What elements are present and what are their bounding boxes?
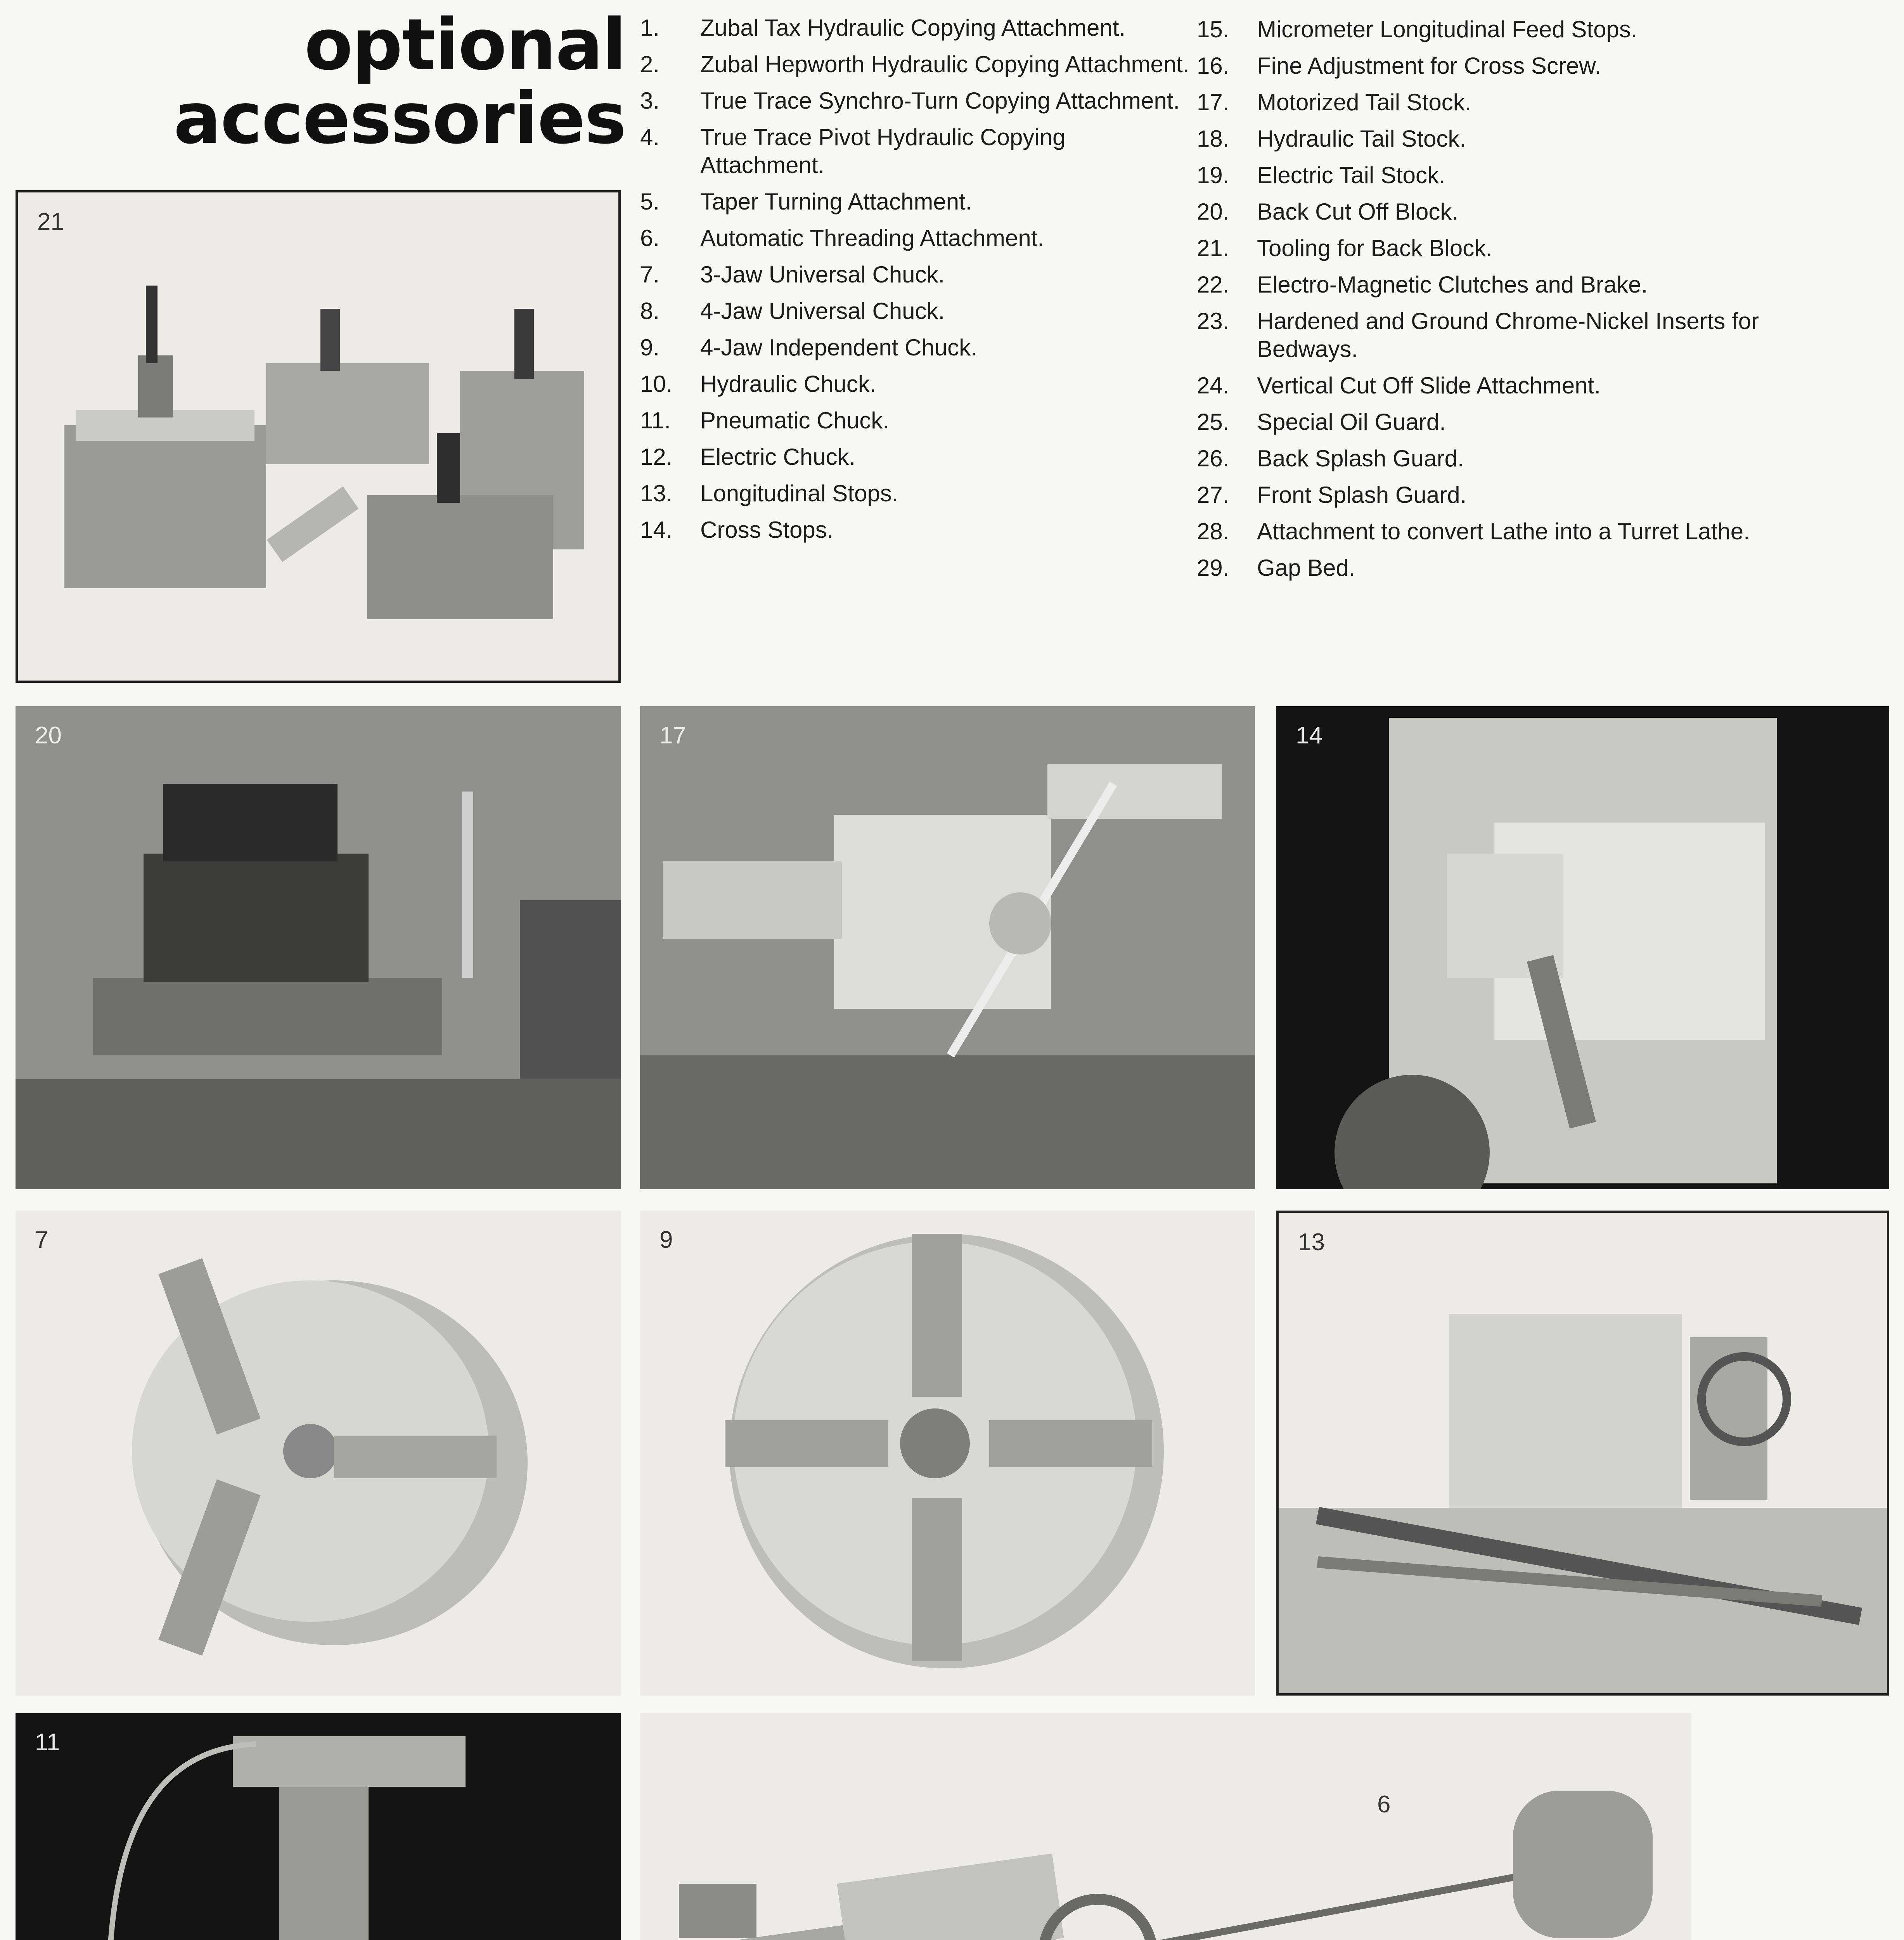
accessory-text: Electro-Magnetic Clutches and Brake.	[1257, 272, 1648, 298]
accessory-item	[1197, 16, 1856, 43]
accessory-text: Attachment to convert Lathe into a Turret Lathe.	[1257, 518, 1750, 544]
photo-cross-stops	[1276, 706, 1889, 1189]
accessory-text: Gap Bed.	[1257, 555, 1355, 581]
accessory-item	[640, 87, 1191, 115]
accessory-number: 16.	[1197, 53, 1229, 79]
accessory-number: 17.	[1197, 89, 1229, 115]
accessory-text: Zubal Hepworth Hydraulic Copying Attachment.	[700, 51, 1189, 77]
longitudinal-stops-illustration	[1279, 1213, 1888, 1694]
accessory-number: 25.	[1197, 409, 1229, 435]
photo-motorized-tail-stock	[640, 706, 1255, 1189]
accessory-item	[640, 224, 1191, 252]
photo-label: 9	[659, 1226, 673, 1253]
accessories-list-2	[1197, 16, 1856, 591]
accessory-item	[640, 407, 1191, 435]
accessories-list-1	[640, 14, 1191, 553]
accessory-item	[1197, 408, 1856, 436]
accessory-item	[640, 370, 1191, 398]
accessory-item	[1197, 518, 1856, 546]
accessory-item	[1197, 271, 1856, 299]
accessory-number: 10.	[640, 371, 673, 397]
photo-label: 13	[1298, 1229, 1325, 1256]
accessory-item	[1197, 234, 1856, 262]
accessory-text: Front Splash Guard.	[1257, 482, 1467, 508]
accessory-number: 18.	[1197, 126, 1229, 152]
accessory-item	[1197, 52, 1856, 80]
accessory-text: Special Oil Guard.	[1257, 409, 1446, 435]
accessory-number: 28.	[1197, 518, 1229, 544]
accessory-number: 8.	[640, 298, 660, 324]
accessory-text: Electric Tail Stock.	[1257, 162, 1445, 188]
accessory-number: 9.	[640, 334, 660, 360]
accessory-item	[1197, 307, 1856, 363]
photo-label: 6	[1377, 1791, 1391, 1818]
accessory-text: Taper Turning Attachment.	[700, 189, 972, 215]
accessory-text: Micrometer Longitudinal Feed Stops.	[1257, 16, 1637, 42]
accessory-item	[1197, 125, 1856, 153]
accessory-item	[640, 123, 1191, 179]
photo-label: 21	[37, 208, 64, 235]
accessory-item	[640, 516, 1191, 544]
accessory-number: 27.	[1197, 482, 1229, 508]
tool-posts-illustration	[18, 192, 619, 681]
accessory-item	[640, 50, 1191, 78]
accessory-text: Back Splash Guard.	[1257, 445, 1464, 471]
page-title	[173, 3, 626, 159]
tail-stock-illustration	[640, 706, 1255, 1189]
photo-label: 20	[35, 722, 62, 749]
photo-label: 11	[35, 1729, 60, 1756]
accessory-number: 14.	[640, 517, 673, 543]
accessory-number: 1.	[640, 15, 660, 41]
accessory-number: 23.	[1197, 308, 1229, 334]
accessory-text: Fine Adjustment for Cross Screw.	[1257, 53, 1601, 79]
accessory-item	[1197, 554, 1856, 582]
photo-label: 14	[1296, 722, 1322, 749]
accessory-number: 20.	[1197, 199, 1229, 225]
accessory-item	[640, 443, 1191, 471]
photo-longitudinal-stops	[1276, 1211, 1889, 1696]
accessory-text: Zubal Tax Hydraulic Copying Attachment.	[700, 15, 1126, 41]
photo-label: 17	[659, 722, 686, 749]
photo-back-cut-off-block	[16, 706, 621, 1189]
accessory-item	[1197, 481, 1856, 509]
accessory-text: Vertical Cut Off Slide Attachment.	[1257, 372, 1601, 398]
accessory-item	[1197, 445, 1856, 473]
accessory-number: 6.	[640, 225, 660, 251]
accessory-text: Motorized Tail Stock.	[1257, 89, 1471, 115]
accessory-number: 24.	[1197, 372, 1229, 398]
title-line-2: accessories	[173, 77, 626, 159]
accessory-number: 11.	[640, 407, 671, 433]
accessory-text: 3-Jaw Universal Chuck.	[700, 262, 945, 288]
photo-tooling-back-block	[16, 190, 621, 683]
accessory-item	[640, 297, 1191, 325]
accessory-text: 4-Jaw Independent Chuck.	[700, 334, 977, 360]
accessory-number: 29.	[1197, 555, 1229, 581]
accessory-text: Hardened and Ground Chrome-Nickel Inserts for Bedways.	[1257, 308, 1759, 362]
accessory-item	[640, 188, 1191, 216]
photo-4-jaw-independent-chuck	[640, 1211, 1255, 1696]
accessory-number: 21.	[1197, 235, 1229, 261]
accessory-number: 22.	[1197, 272, 1229, 298]
accessory-number: 7.	[640, 262, 660, 288]
accessory-number: 5.	[640, 189, 660, 215]
accessory-text: Pneumatic Chuck.	[700, 407, 889, 433]
accessory-number: 2.	[640, 51, 660, 77]
title-line-1: optional	[304, 3, 626, 86]
accessory-text: Cross Stops.	[700, 517, 834, 543]
accessory-text: True Trace Pivot Hydraulic Copying Attachment.	[700, 124, 1066, 178]
cut-off-block-illustration	[16, 706, 621, 1189]
accessory-number: 19.	[1197, 162, 1229, 188]
accessory-number: 12.	[640, 444, 673, 470]
accessory-text: Back Cut Off Block.	[1257, 199, 1459, 225]
photo-label: 7	[35, 1226, 48, 1253]
accessory-text: True Trace Synchro-Turn Copying Attachment.	[700, 88, 1180, 114]
accessory-item	[640, 14, 1191, 42]
accessory-item	[1197, 88, 1856, 116]
accessory-item	[640, 334, 1191, 362]
accessory-text: Automatic Threading Attachment.	[700, 225, 1044, 251]
accessory-text: Hydraulic Chuck.	[700, 371, 876, 397]
accessory-item	[1197, 161, 1856, 189]
photo-3-jaw-chuck	[16, 1211, 621, 1696]
threading-attachment-illustration	[640, 1713, 1691, 1940]
accessory-text: Longitudinal Stops.	[700, 480, 898, 506]
accessory-item	[640, 261, 1191, 289]
accessory-number: 15.	[1197, 16, 1229, 42]
pneumatic-chuck-illustration	[16, 1713, 621, 1940]
accessory-text: Electric Chuck.	[700, 444, 856, 470]
accessory-number: 3.	[640, 88, 660, 114]
accessory-text: Hydraulic Tail Stock.	[1257, 126, 1466, 152]
photo-automatic-threading-attachment	[640, 1713, 1691, 1940]
accessory-item	[1197, 372, 1856, 400]
accessory-number: 4.	[640, 124, 660, 150]
4-jaw-chuck-illustration	[640, 1211, 1255, 1696]
accessory-item	[640, 480, 1191, 508]
accessory-text: 4-Jaw Universal Chuck.	[700, 298, 945, 324]
photo-pneumatic-chuck	[16, 1713, 621, 1940]
accessory-number: 26.	[1197, 445, 1229, 471]
accessory-number: 13.	[640, 480, 673, 506]
3-jaw-chuck-illustration	[16, 1211, 621, 1696]
accessory-item	[1197, 198, 1856, 226]
cross-stops-illustration	[1276, 706, 1889, 1189]
accessory-text: Tooling for Back Block.	[1257, 235, 1492, 261]
